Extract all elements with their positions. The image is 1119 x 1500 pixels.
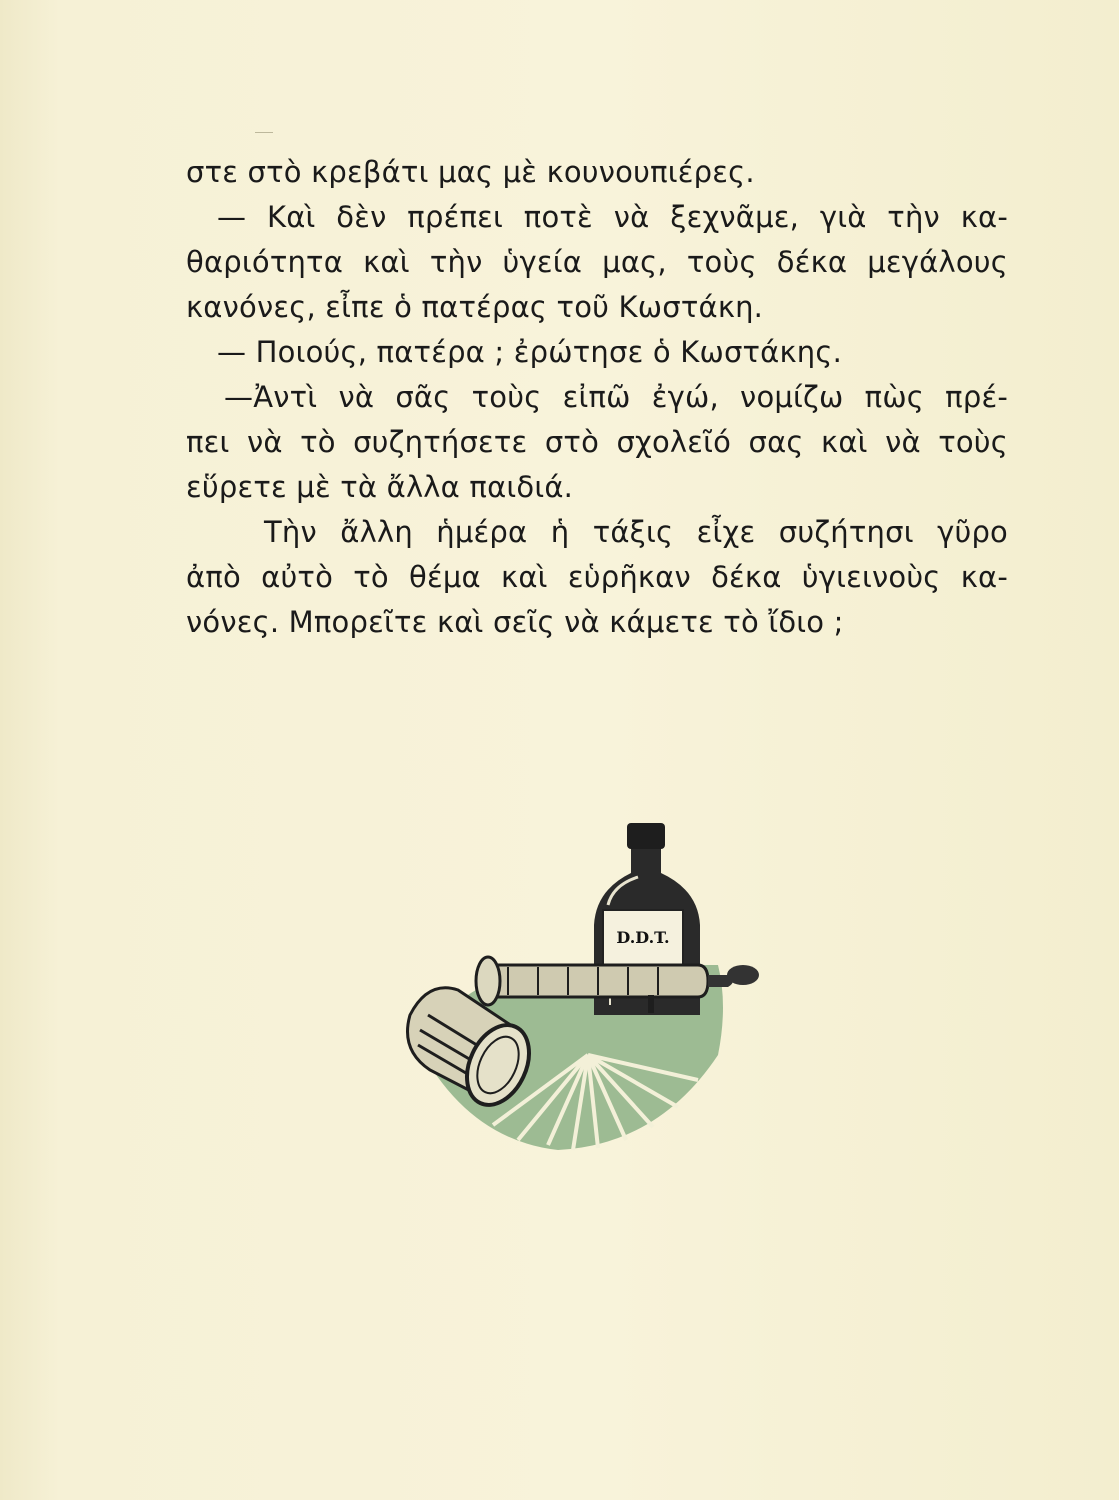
text-line: — Καὶ δὲν πρέπει ποτὲ νὰ ξεχνᾶμε, γιὰ τὴν κα- (217, 200, 1008, 234)
text-line: στε στὸ κρεβάτι μας μὲ κουνουπιέρες. (186, 155, 755, 189)
body-text (186, 150, 1016, 645)
ddt-bottle-illustration (398, 815, 798, 1160)
text-line: κανόνες, εἶπε ὁ πατέρας τοῦ Κωστάκη. (186, 290, 764, 324)
text-line: Τὴν ἄλλη ἡμέρα ἡ τάξις εἶχε συζήτησι γῦρο (264, 515, 1008, 549)
bleed-through-mark (255, 132, 273, 133)
bottle-label: D.D.T. (616, 928, 670, 947)
text-line: — Ποιούς, πατέρα ; ἐρώτησε ὁ Κωστάκης. (217, 335, 843, 369)
text-line: ἀπὸ αὐτὸ τὸ θέμα καὶ εὑρῆκαν δέκα ὑγιεινοὺς κα- (186, 560, 1008, 594)
text-line: πει νὰ τὸ συζητήσετε στὸ σχολεῖό σας καὶ νὰ τοὺς (186, 425, 1008, 459)
text-line: νόνες. Μπορεῖτε καὶ σεῖς νὰ κάμετε τὸ ἴδιο ; (186, 605, 844, 639)
text-line: εὕρετε μὲ τὰ ἄλλα παιδιά. (186, 470, 574, 504)
text-line: θαριότητα καὶ τὴν ὑγεία μας, τοὺς δέκα μεγάλους (186, 245, 1008, 279)
text-line: —Ἀντὶ νὰ σᾶς τοὺς εἰπῶ ἐγώ, νομίζω πὼς πρέ- (224, 380, 1008, 414)
